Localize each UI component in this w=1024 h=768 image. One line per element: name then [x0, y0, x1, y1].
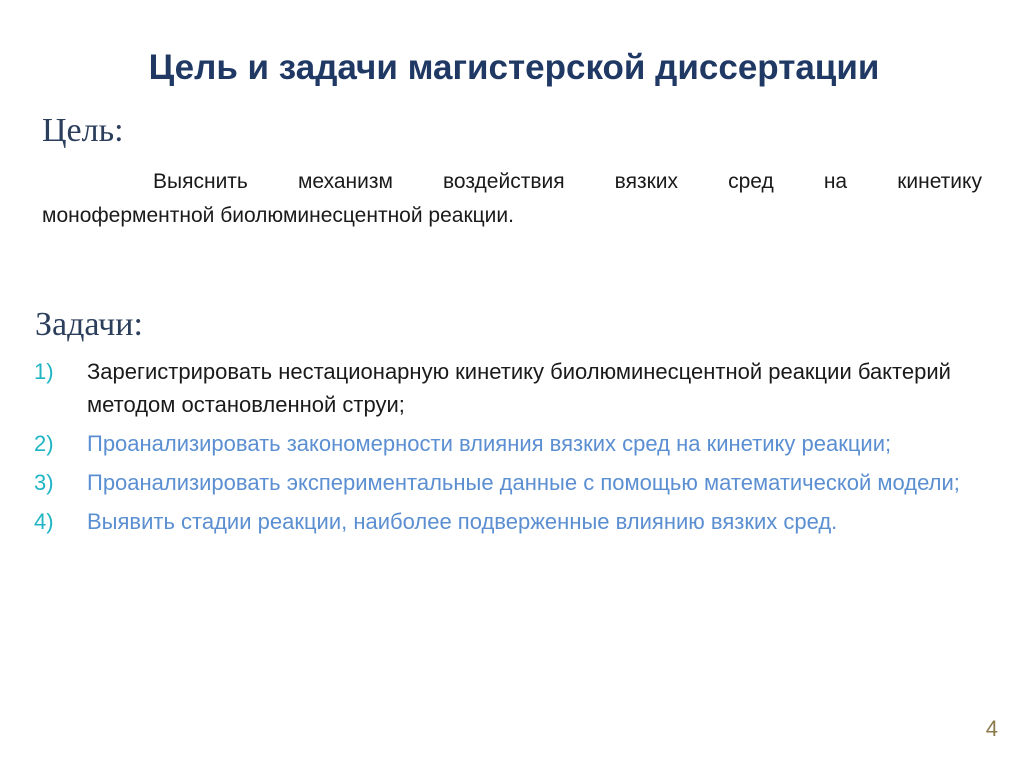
goal-word: механизм [297, 170, 393, 193]
slide-title: Цель и задачи магистерской диссертации [148, 48, 880, 87]
task-text: Выявить стадии реакции, наиболее подверженные влиянию вязких сред. [87, 509, 838, 534]
goal-line-1 [42, 165, 982, 199]
task-text: Зарегистрировать нестационарную кинетику биолюминесцентной реакции бактерий методом остановленной струи; [87, 359, 951, 417]
goal-line-2: моноферментной биолюминесцентной реакции. [42, 204, 514, 227]
task-number: 2) [34, 431, 54, 456]
task-text: Проанализировать экспериментальные данные с помощью математической модели; [87, 470, 960, 495]
task-number: 1) [34, 359, 54, 384]
goal-word: сред [728, 170, 774, 193]
task-list [34, 355, 1004, 544]
task-number: 4) [34, 509, 54, 534]
goal-word: кинетику [897, 170, 982, 193]
goal-word: Выяснить [153, 170, 248, 193]
goal-word: вязких [614, 170, 679, 193]
list-item [34, 505, 1004, 538]
page-number: 4 [985, 716, 998, 741]
goal-word: на [823, 170, 848, 193]
goal-word: воздействия [443, 170, 565, 193]
task-text: Проанализировать закономерности влияния вязких сред на кинетику реакции; [87, 431, 892, 456]
tasks-heading: Задачи: [35, 306, 143, 343]
task-number: 3) [34, 470, 54, 495]
goal-text [42, 165, 982, 233]
list-item [34, 355, 1004, 421]
goal-heading: Цель: [42, 112, 124, 149]
list-item [34, 466, 1004, 499]
list-item [34, 427, 1004, 460]
